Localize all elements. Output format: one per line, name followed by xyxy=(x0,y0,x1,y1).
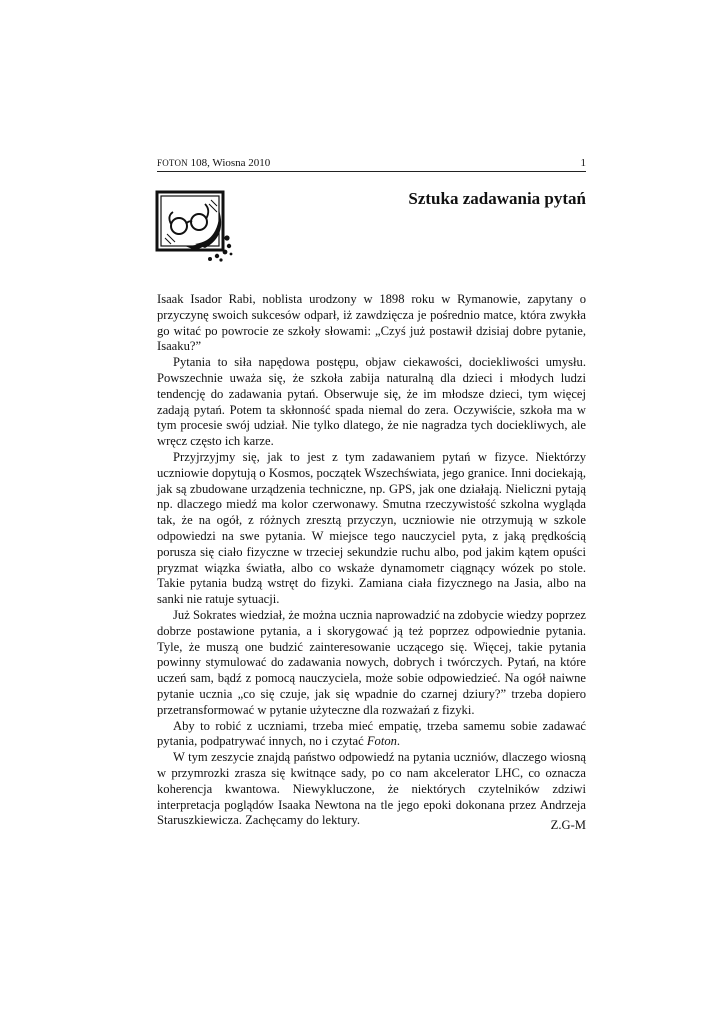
article-title: Sztuka zadawania pytań xyxy=(408,189,586,208)
paragraph xyxy=(157,608,586,719)
header-rule xyxy=(157,171,586,172)
author-signature: Z.G-M xyxy=(550,818,586,832)
paragraph-text: Już Sokrates wiedział, że można ucznia naprowadzić na zdobycie wiedzy poprzez dobrze postawione pytania, a i skorygować ją też poprzez odpowiednie pytania. Tyle, że muszą one budzić zainteresowanie uczącego się. Więcej, takie pytania powinny stymulować do zadawania nowych, dobrych i twórczych. Pytań, na które uczeń sam, bądź z pomocą nauczyciela, może sobie odpowiedzieć. Na ogół naiwne pytanie ucznia „co się czuje, jak się wpadnie do czarnej dziury?” trzeba dopiero przetransformować w pytanie użyteczne dla rozważań z fizyki. xyxy=(157,607,586,717)
article-body xyxy=(157,292,586,829)
paragraph xyxy=(157,355,586,450)
paragraph-text: Isaak Isador Rabi, noblista urodzony w 1898 roku w Rymanowie, zapytany o przyczynę swoich sukcesów odparł, iż zawdzięcza je pośrednio matce, która zwykła go witać po powrocie ze szkoły słowami: „Czyś już postawił dzisiaj dobre pytanie, Isaaku?” xyxy=(157,292,586,354)
paragraph-text: Pytania to siła napędowa postępu, objaw ciekawości, dociekliwości umysłu. Powszechnie uważa się, że szkoła zabija naturalną dla dzieci i młodych ludzi tendencję do zadawania pytań. Obserwuje się, że im młodsze dzieci, tym więcej zadają pytań. Potem ta skłonność spada niemal do zera. Oczywiście, szkoła ma w tym procesie swój udział. Nie tylko dlatego, że nie nagradza tych dociekliwych, ale wręcz często ich karze. xyxy=(157,355,586,449)
journal-name: FOTON xyxy=(157,158,188,168)
page-number: 1 xyxy=(580,157,586,169)
issue-info: 108, Wiosna 2010 xyxy=(187,157,271,169)
paragraph xyxy=(157,750,586,829)
journal-name-italic: Foton xyxy=(366,734,397,749)
journal-issue xyxy=(157,156,270,170)
paragraph-text: Aby to robić z uczniami, trzeba mieć empatię, trzeba samemu sobie zadawać pytania, podpatrywać innych, no i czytać xyxy=(157,718,586,749)
paragraph xyxy=(157,719,586,751)
paragraph xyxy=(157,450,586,608)
paragraph-text: W tym zeszycie znajdą państwo odpowiedź na pytania uczniów, dlaczego wiosną w przymrozki zrasza się kwitnące sady, po co nam akcelerator LHC, co oznacza koherencja kwantowa. Niewykluczone, że niektórych czytelników zdziwi interpretacja poglądów Isaaka Newtona na tle jego epoki dokonana przez Andrzeja Staruszkiewicza. Zachęcamy do lektury. xyxy=(157,750,586,828)
running-header xyxy=(157,156,586,170)
paragraph xyxy=(157,292,586,355)
paragraph-text-end: . xyxy=(396,734,401,749)
foton-glasses-logo-icon xyxy=(155,188,235,266)
paragraph-text: Przyjrzyjmy się, jak to jest z tym zadawaniem pytań w fizyce. Niektórzy uczniowie dopytują o Kosmos, początek Wszechświata, jego granice. Inni dociekają, jak są zbudowane urządzenia techniczne, np. GPS, jak one działają. Nieliczni pytają np. dlaczego miedź ma kolor czerwonawy. Smutna rzeczywistość szkolna wygląda tak, że na ogół, z różnych zresztą przyczyn, uczniowie nie otrzymują w szkole odpowiedzi na swe pytania. W miejsce tego nauczyciel pyta, z jaką prędkością porusza się ciało fizyczne w trzeciej sekundzie ruchu albo, pod jakim kątem opuści pryzmat wiązka światła, albo co wskaże dynamometr ciągnący wózek po stole. Takie pytania budzą wstręt do fizyki. Zamiana ciała fizycznego na Jasia, albo na sanki nie ratuje sytuacji. xyxy=(157,449,586,607)
